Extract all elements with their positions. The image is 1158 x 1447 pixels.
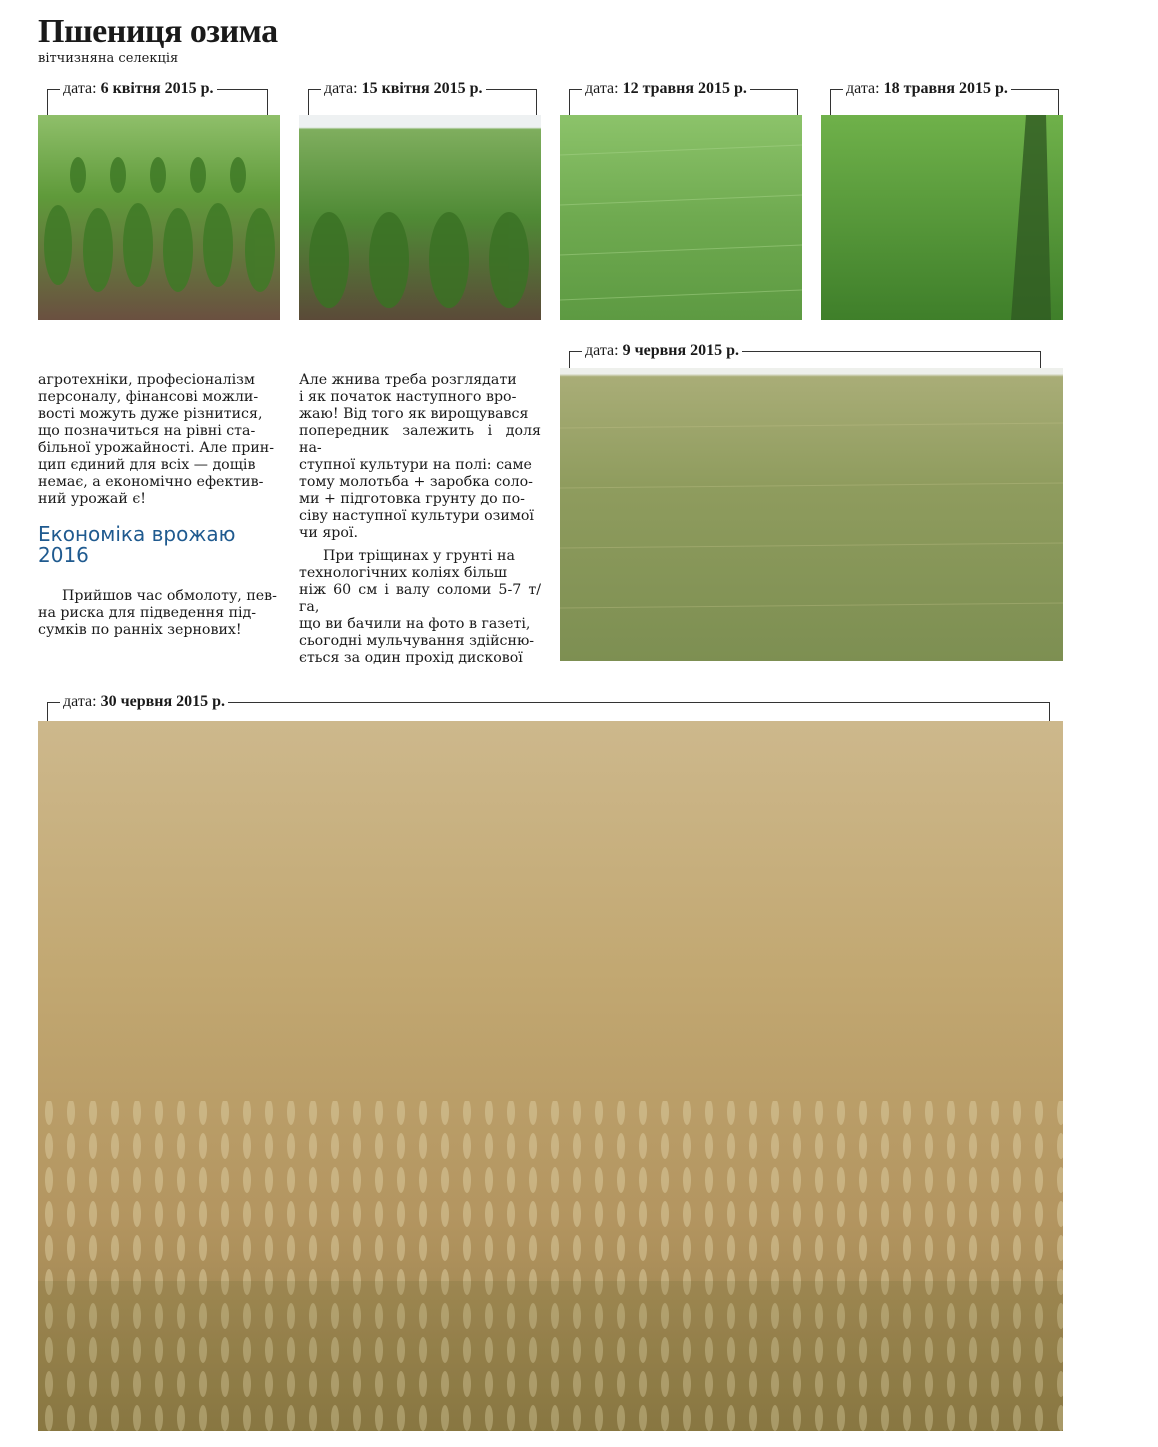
date-label-3: дата: 12 травня 2015 р. bbox=[569, 89, 798, 115]
photo-wheat-field-may-18 bbox=[821, 115, 1063, 320]
column1-paragraph-2: Прийшов час обмолоту, пев- на риска для підведення під- сумків по ранніх зернових! bbox=[38, 588, 277, 638]
photo-wheat-seedlings-april-6 bbox=[38, 115, 280, 320]
column2-paragraph-1: Але жнива треба розглядати і як початок наступного вро- жаю! Від того як вирощувався попередник залежить і доля на- ступної культури на полі: саме тому молотьба + заробка соло- ми + підготовка грунту до по- сіву наступної культури озимої чи ярої. bbox=[299, 372, 541, 541]
column2-paragraph-2: При тріщинах у грунті на технологічних коліях більш ніж 60 см і валу соломи 5-7 т/га, що ви бачили на фото в газеті, сьогодні мульчування здійсню- ється за один прохід дискової bbox=[299, 548, 541, 666]
date-label-6: дата: 30 червня 2015 р. bbox=[47, 702, 1050, 721]
page-subtitle: вітчизняна селекція bbox=[38, 51, 179, 66]
date-label-4: дата: 18 травня 2015 р. bbox=[830, 89, 1059, 115]
text-column-1 bbox=[38, 372, 280, 639]
photo-wheat-field-june-30 bbox=[38, 721, 1063, 1431]
date-label-5: дата: 9 червня 2015 р. bbox=[569, 351, 1041, 368]
date-1: 6 квітня 2015 р. bbox=[100, 80, 214, 97]
date-3: 12 травня 2015 р. bbox=[622, 80, 747, 97]
date-4: 18 травня 2015 р. bbox=[883, 80, 1008, 97]
photo-wheat-field-june-9 bbox=[560, 368, 1063, 661]
date-label-1: дата: 6 квітня 2015 р. bbox=[47, 89, 268, 115]
date-6: 30 червня 2015 р. bbox=[100, 693, 225, 710]
date-2: 15 квітня 2015 р. bbox=[361, 80, 483, 97]
photo-wheat-rows-april-15 bbox=[299, 115, 541, 320]
page-title: Пшениця озима bbox=[38, 13, 278, 50]
column1-paragraph-1: агротехніки, професіоналізм персоналу, фінансові можли- вості можуть дуже різнитися, що позначиться на рівні ста- більної урожайності. Але прин- цип єдиний для всіх — дощів немає, а економічно ефектив- ний урожай є! bbox=[38, 372, 275, 507]
date-5: 9 червня 2015 р. bbox=[622, 342, 739, 359]
text-column-2 bbox=[299, 372, 541, 667]
section-heading: Економіка врожаю 2016 bbox=[38, 522, 236, 567]
photo-wheat-field-may-12 bbox=[560, 115, 802, 320]
date-label-2: дата: 15 квітня 2015 р. bbox=[308, 89, 537, 115]
